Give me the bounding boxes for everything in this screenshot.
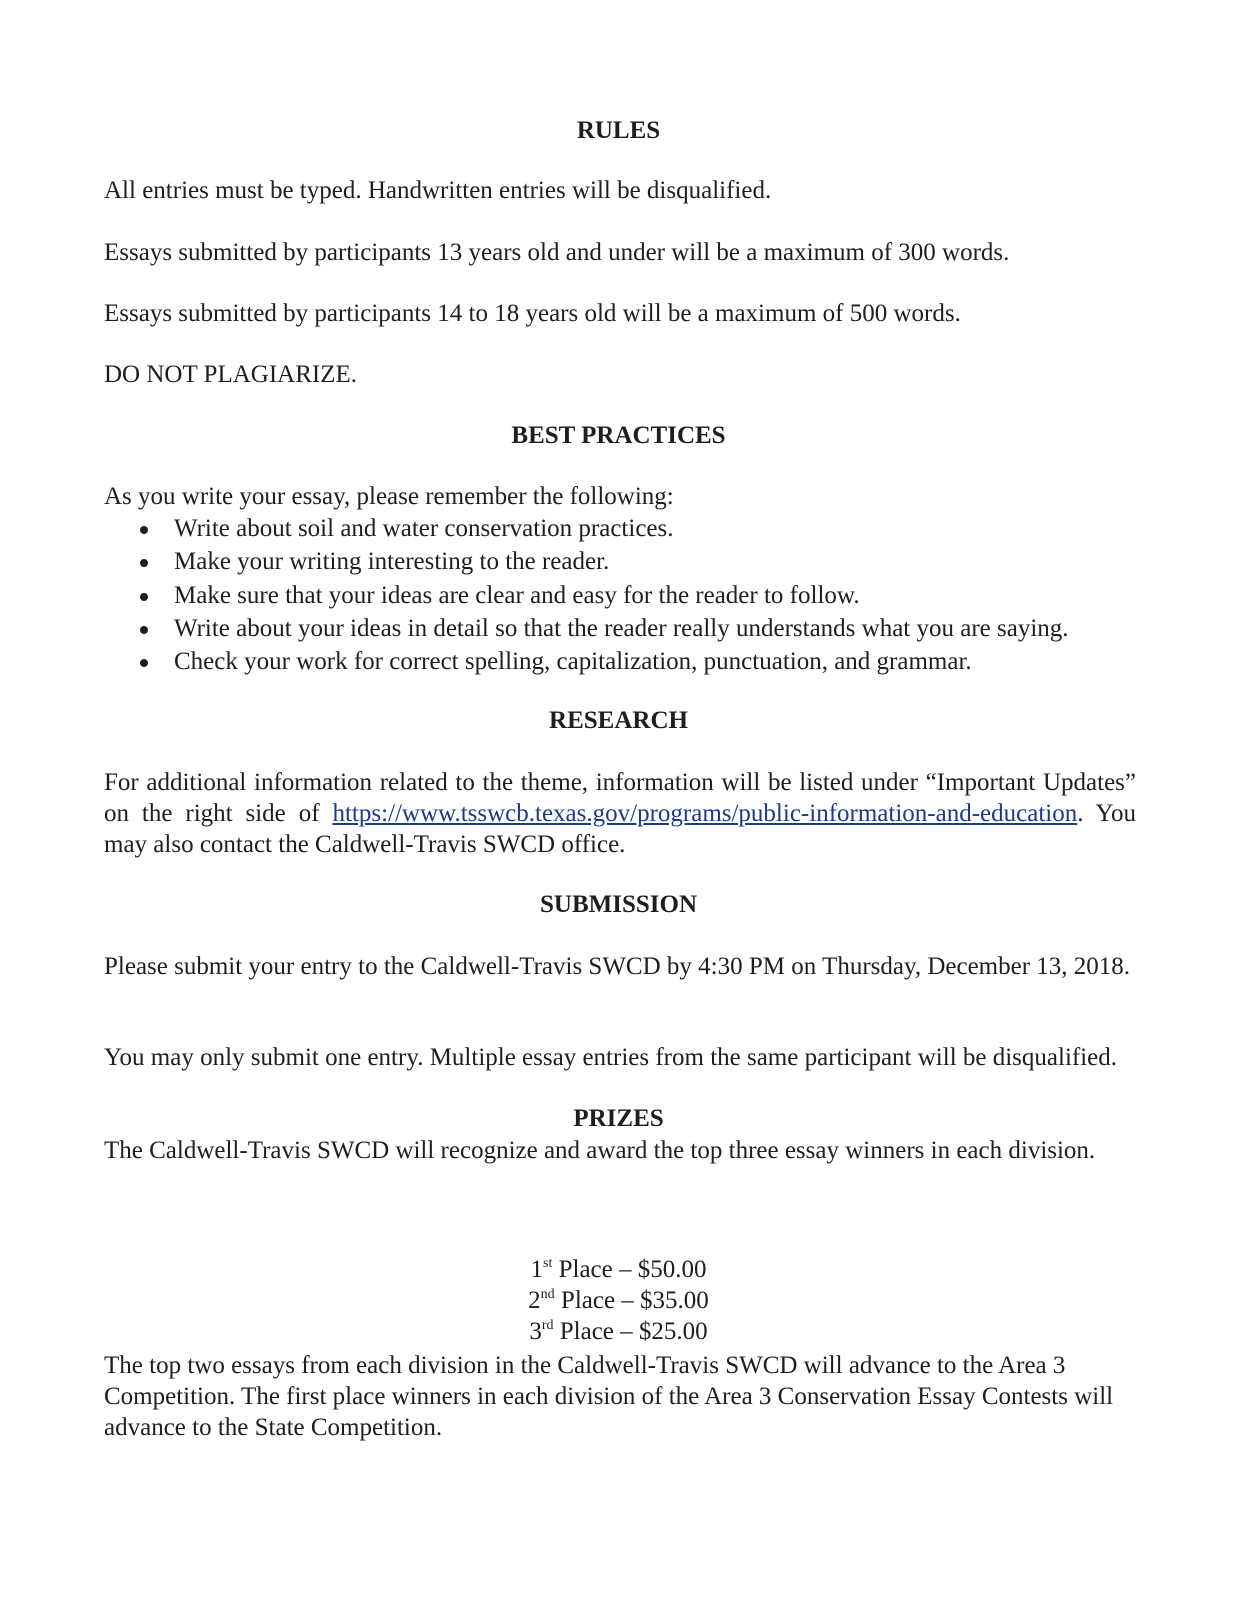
rule-500-words: Essays submitted by participants 14 to 18 years old will be a maximum of 500 words. (104, 300, 961, 327)
list-item: Make your writing interesting to the reader. (104, 545, 1164, 578)
prizes-closing: The top two essays from each division in the Caldwell-Travis SWCD will advance to the Area 3 Competition. The first place winners in each division of the Area 3 Conservation Essay Contests will advance to the State Competition. (104, 1352, 1114, 1441)
prizes-heading: PRIZES (573, 1105, 664, 1132)
submission-heading: SUBMISSION (540, 891, 697, 918)
prize-list (0, 1254, 1237, 1347)
bullet-icon (140, 559, 148, 567)
best-practices-heading: BEST PRACTICES (511, 422, 726, 449)
bullet-icon (140, 659, 148, 667)
rule-300-words: Essays submitted by participants 13 years old and under will be a maximum of 300 words. (104, 239, 1010, 266)
list-item: Write about soil and water conservation practices. (104, 512, 1164, 545)
list-item: Write about your ideas in detail so that the reader really understands what you are saying. (104, 612, 1164, 645)
submission-one-entry: You may only submit one entry. Multiple essay entries from the same participant will be disqualified. (104, 1044, 1118, 1071)
bullet-icon (140, 626, 148, 634)
list-item: Make sure that your ideas are clear and easy for the reader to follow. (104, 579, 1164, 612)
research-heading: RESEARCH (549, 707, 688, 734)
submission-deadline: Please submit your entry to the Caldwell-Travis SWCD by 4:30 PM on Thursday, December 13, 2018. (104, 953, 1131, 980)
best-practices-list (104, 512, 1164, 678)
prize-second: 2nd Place – $35.00 (528, 1287, 709, 1314)
research-paragraph: For additional information related to the theme, information will be listed under “Important Updates” on the right side of https://www.tsswcb.texas.gov/programs/public-information-and-education. You may also contact the Caldwell-Travis SWCD office. (104, 769, 1137, 858)
bullet-icon (140, 593, 148, 601)
prize-third: 3rd Place – $25.00 (529, 1318, 708, 1345)
rule-no-plagiarism: DO NOT PLAGIARIZE. (104, 361, 357, 388)
rule-typed: All entries must be typed. Handwritten entries will be disqualified. (104, 177, 772, 204)
list-item: Check your work for correct spelling, capitalization, punctuation, and grammar. (104, 645, 1164, 678)
prizes-intro: The Caldwell-Travis SWCD will recognize and award the top three essay winners in each division. (104, 1137, 1096, 1164)
prize-first: 1st Place – $50.00 (530, 1256, 707, 1283)
rules-heading: RULES (576, 117, 661, 144)
bullet-icon (140, 526, 148, 534)
best-practices-intro: As you write your essay, please remember the following: (104, 483, 674, 510)
research-link[interactable]: https://www.tsswcb.texas.gov/programs/public-information-and-education (332, 800, 1078, 827)
